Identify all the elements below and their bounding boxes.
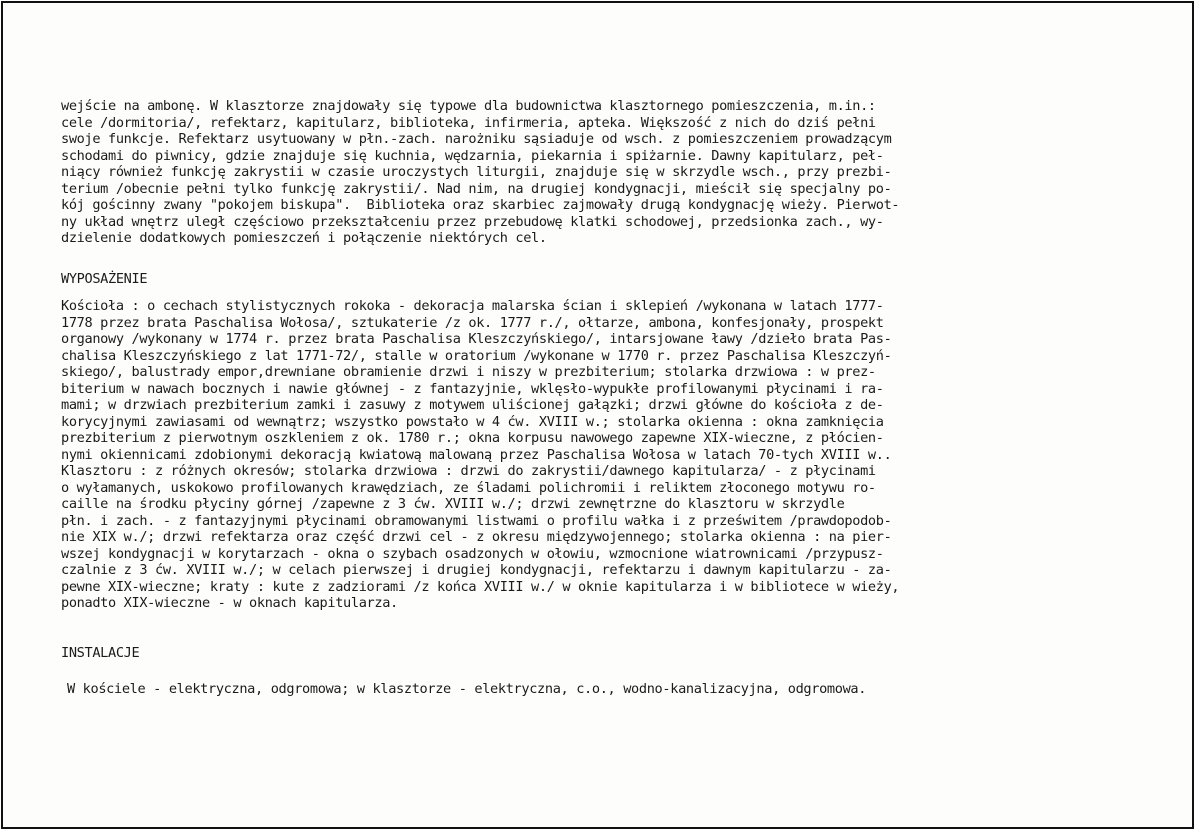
- section-heading-instalacje: INSTALACJE: [61, 645, 140, 661]
- text-line: mami; w drzwiach prezbiterium zamki i zasuwy z motywem uliścionej gałązki; drzwi główne do kościoła z de-: [61, 397, 884, 413]
- text-line: chalisa Kleszczyńskiego z lat 1771-72/, stalle w oratorium /wykonane w 1770 r. przez Paschalisa Kleszczyń-: [61, 347, 892, 364]
- text-line: wszej kondygnacji w korytarzach - okna o szybach osadzonych w ołowiu, wzmocnione wiatrownicami /przypusz-: [61, 545, 884, 562]
- paragraph-klasztor-description: [61, 98, 899, 247]
- text-line: organowy /wykonany w 1774 r. przez brata Paschalisa Kleszczyńskiego/, intarsjowane ławy /dzieło brata Pas-: [61, 331, 892, 347]
- text-line: dzielenie dodatkowych pomieszczeń i połączenie niektórych cel.: [61, 230, 547, 246]
- text-line: schodami do piwnicy, gdzie znajduje się kuchnia, wędzarnia, piekarnia i spiżarnie. Dawny kapitularz, peł-: [61, 147, 884, 164]
- text-line: W kościele - elektryczna, odgromowa; w klasztorze - elektryczna, c.o., wodno-kanalizacyjna, odgromowa.: [67, 681, 867, 697]
- text-line: ponadto XIX-wieczne - w oknach kapitularza.: [61, 595, 398, 611]
- text-line: nymi okiennicami zdobionymi dekoracją kwiatową malowaną przez Paschalisa Wołosa w latach 70-tych XVIII w..: [61, 446, 892, 463]
- text-line: Kościoła : o cechach stylistycznych rokoka - dekoracja malarska ścian i sklepień /wykonana w latach 1777-: [61, 298, 884, 314]
- text-line: płn. i zach. - z fantazyjnymi płycinami obramowanymi listwami o profilu wałka i z prześwitem /prawdopodob-: [61, 512, 892, 529]
- text-line: biterium w nawach bocznych i nawie głównej - z fantazyjnie, wklęsło-wypukłe profilowanymi płycinami i ra-: [61, 380, 884, 397]
- text-line: prezbiterium z pierwotnym oszkleniem z ok. 1780 r.; okna korpusu nawowego zapewne XIX-wieczne, z płócien-: [61, 430, 884, 446]
- text-line: o wyłamanych, uskokowo profilowanych krawędziach, ze śladami polichromii i reliktem złoconego motywu ro-: [61, 479, 876, 496]
- text-line: kój gościnny zwany "pokojem biskupa". Biblioteka oraz skarbiec zajmowały drugą kondygnację wieży. Pierwot-: [61, 197, 900, 213]
- text-line: ny układ wnętrz uległ częściowo przekształceniu przez przebudowę klatki schodowej, przedsionka zach., wy-: [61, 213, 884, 230]
- text-line: 1778 przez brata Paschalisa Wołosa/, sztukaterie /z ok. 1777 r./, ołtarze, ambona, konfesjonały, prospekt: [61, 314, 884, 331]
- text-line: Klasztoru : z różnych okresów; stolarka drzwiowa : drzwi do zakrystii/dawnego kapitularza/ - z płycinami: [61, 463, 876, 479]
- text-line: caille na środku płyciny górnej /zapewne z 3 ćw. XVIII w./; drzwi zewnętrzne do klasztoru w skrzydle: [61, 496, 845, 512]
- text-line: wejście na ambonę. W klasztorze znajdowały się typowe dla budownictwa klasztornego pomieszczenia, m.in.:: [61, 98, 876, 114]
- text-line: skiego/, balustrady empor,drewniane obramienie drzwi i niszy w prezbiterium; stolarka drzwiowa : w prez-: [61, 364, 876, 380]
- text-line: niący również funkcję zakrystii w czasie uroczystych liturgii, znajduje się w skrzydle wsch., przy prezbi-: [61, 164, 892, 180]
- text-line: korycyjnymi zawiasami od wewnątrz; wszystko powstało w 4 ćw. XVIII w.; stolarka okienna : okna zamknięcia: [61, 413, 884, 430]
- document-card: [1, 1, 1194, 829]
- section-heading-wyposazenie: WYPOSAŻENIE: [61, 271, 148, 287]
- text-line: cele /dormitoria/, refektarz, kapitularz, biblioteka, infirmeria, apteka. Większość z nich do dziś pełni: [61, 114, 876, 131]
- text-line: swoje funkcje. Refektarz usytuowany w płn.-zach. narożniku sąsiaduje od wsch. z pomieszczeniem prowadzącym: [61, 131, 892, 147]
- text-line: pewne XIX-wieczne; kraty : kute z zadziorami /z końca XVIII w./ w oknie kapitularza i w bibliotece w wieży,: [61, 578, 900, 595]
- text-line: czalnie z 3 ćw. XVIII w./; w celach pierwszej i drugiej kondygnacji, refektarzu i dawnym kapitularzu - za-: [61, 562, 892, 578]
- paragraph-wyposazenie: [61, 298, 899, 612]
- text-line: nie XIX w./; drzwi refektarza oraz część drzwi cel - z okresu międzywojennego; stolarka okienna : na pier-: [61, 529, 892, 545]
- text-line: terium /obecnie pełni tylko funkcję zakrystii/. Nad nim, na drugiej kondygnacji, mieścił się specjalny po-: [61, 180, 892, 197]
- paragraph-instalacje: [67, 681, 866, 698]
